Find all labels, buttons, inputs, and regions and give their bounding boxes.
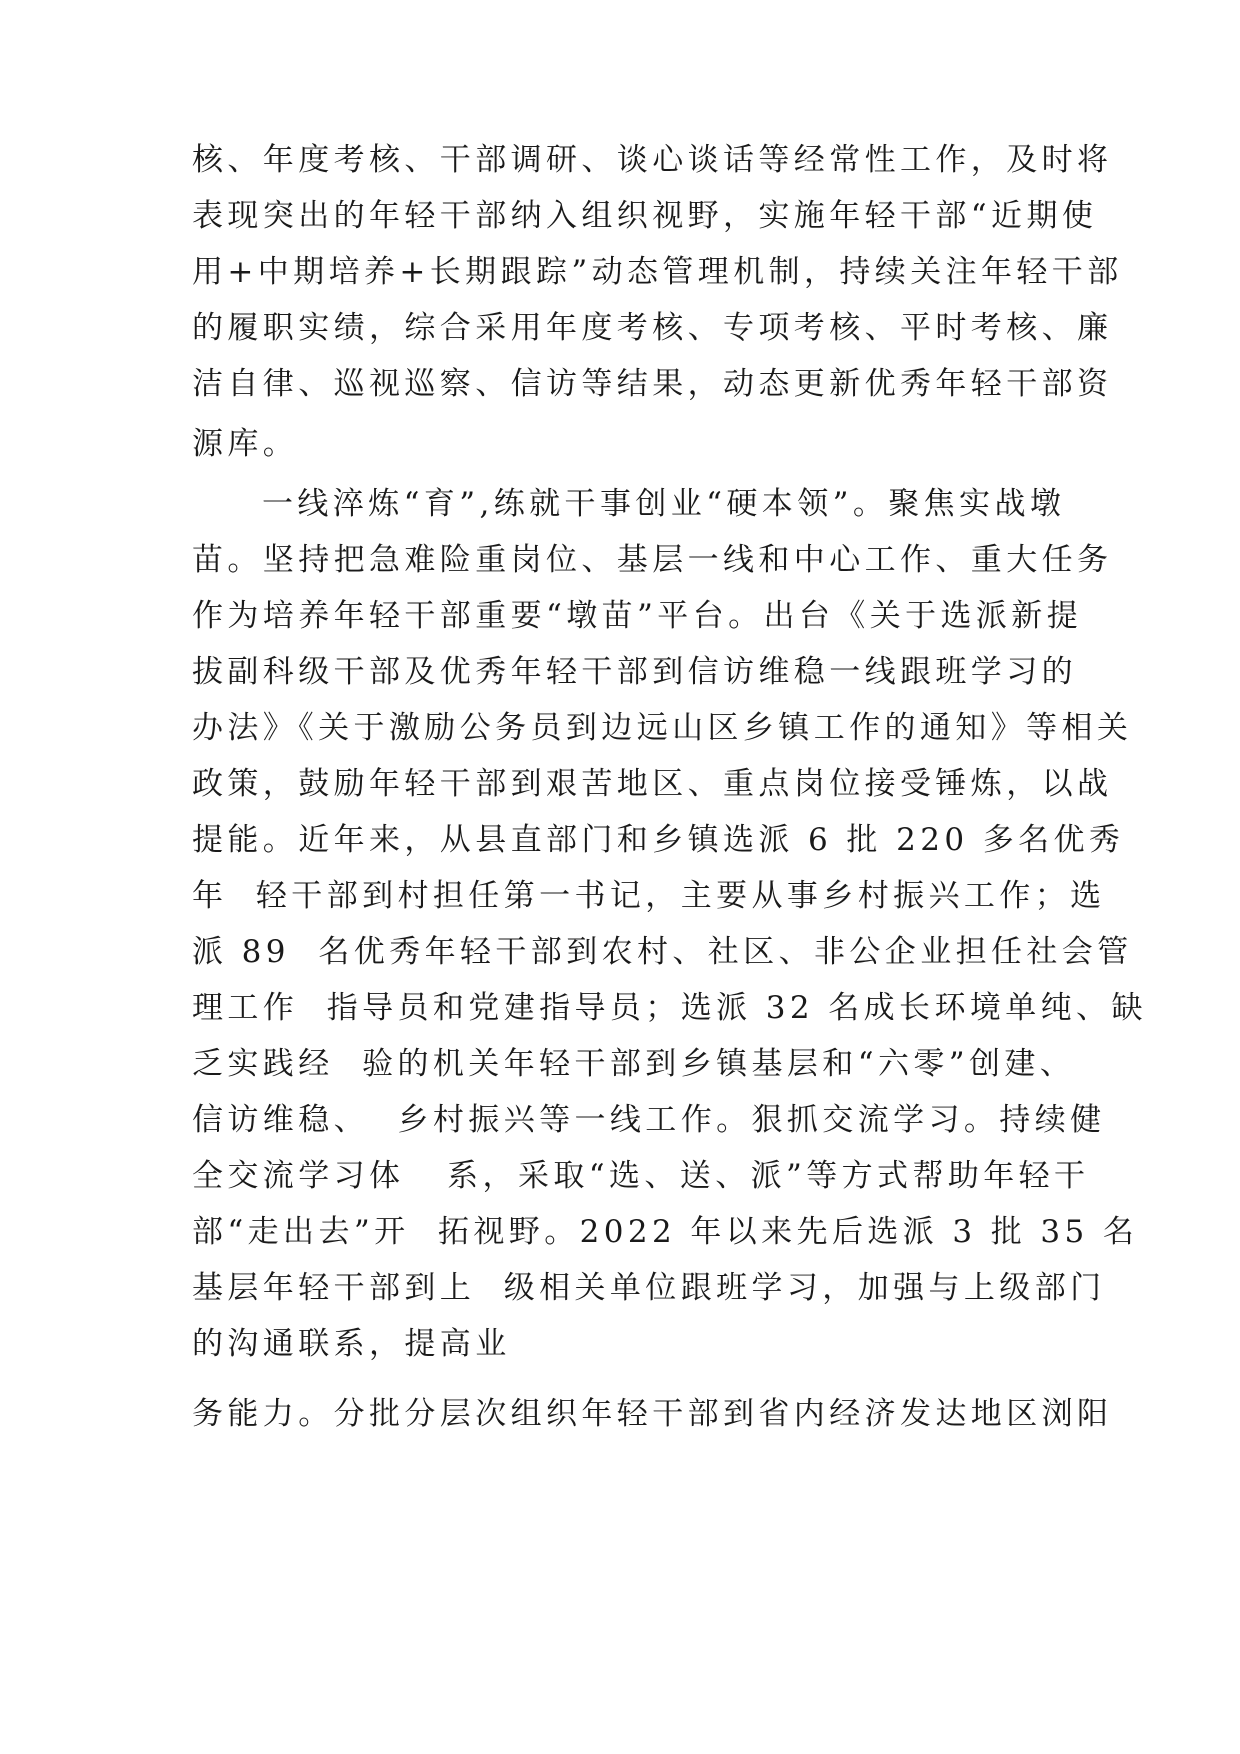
text-line: 信访维稳、 乡村振兴等一线工作。狠抓交流学习。持续健 [192, 1102, 1106, 1138]
text-line: 全交流学习体 系，采取“选、送、派”等方式帮助年轻干 [192, 1158, 1090, 1194]
text-line: 部“走出去”开 拓视野。2022 年以来先后选派 3 批 35 名 [192, 1214, 1139, 1250]
text-line: 表现突出的年轻干部纳入组织视野，实施年轻干部“近期使 [192, 198, 1098, 234]
text-line: 办法》《关于激励公务员到边远山区乡镇工作的通知》等相关 [192, 710, 1133, 746]
text-line: 年 轻干部到村担任第一书记，主要从事乡村振兴工作；选 [192, 878, 1106, 914]
text-line: 的沟通联系，提高业 [192, 1326, 511, 1362]
text-line: 拔副科级干部及优秀年轻干部到信访维稳一线跟班学习的 [192, 654, 1077, 690]
text-line: 用+中期培养+长期跟踪”动态管理机制，持续关注年轻干部 [192, 254, 1123, 290]
paragraph-start-line: 一线淬炼“育”,练就干事创业“硬本领”。聚焦实战墩 [262, 486, 1066, 522]
text-line: 苗。坚持把急难险重岗位、基层一线和中心工作、重大任务 [192, 542, 1113, 578]
text-line: 政策，鼓励年轻干部到艰苦地区、重点岗位接受锤炼，以战 [192, 766, 1113, 802]
text-line: 提能。近年来，从县直部门和乡镇选派 6 批 220 多名优秀 [192, 822, 1125, 858]
text-line: 的履职实绩，综合采用年度考核、专项考核、平时考核、廉 [192, 310, 1113, 346]
text-line: 理工作 指导员和党建指导员；选派 32 名成长环境单纯、缺 [192, 990, 1147, 1026]
text-line: 基层年轻干部到上 级相关单位跟班学习，加强与上级部门 [192, 1270, 1106, 1306]
text-line: 乏实践经 验的机关年轻干部到乡镇基层和“六零”创建、 [192, 1046, 1076, 1082]
text-line: 洁自律、巡视巡察、信访等结果，动态更新优秀年轻干部资 [192, 366, 1113, 402]
text-line: 核、年度考核、干部调研、谈心谈话等经常性工作，及时将 [192, 142, 1113, 178]
text-line: 作为培养年轻干部重要“墩苗”平台。出台《关于选派新提 [192, 598, 1083, 634]
text-line: 派 89 名优秀年轻干部到农村、社区、非公企业担任社会管 [192, 934, 1133, 970]
text-line: 源库。 [192, 426, 299, 462]
text-line: 务能力。分批分层次组织年轻干部到省内经济发达地区浏阳 [192, 1396, 1113, 1432]
